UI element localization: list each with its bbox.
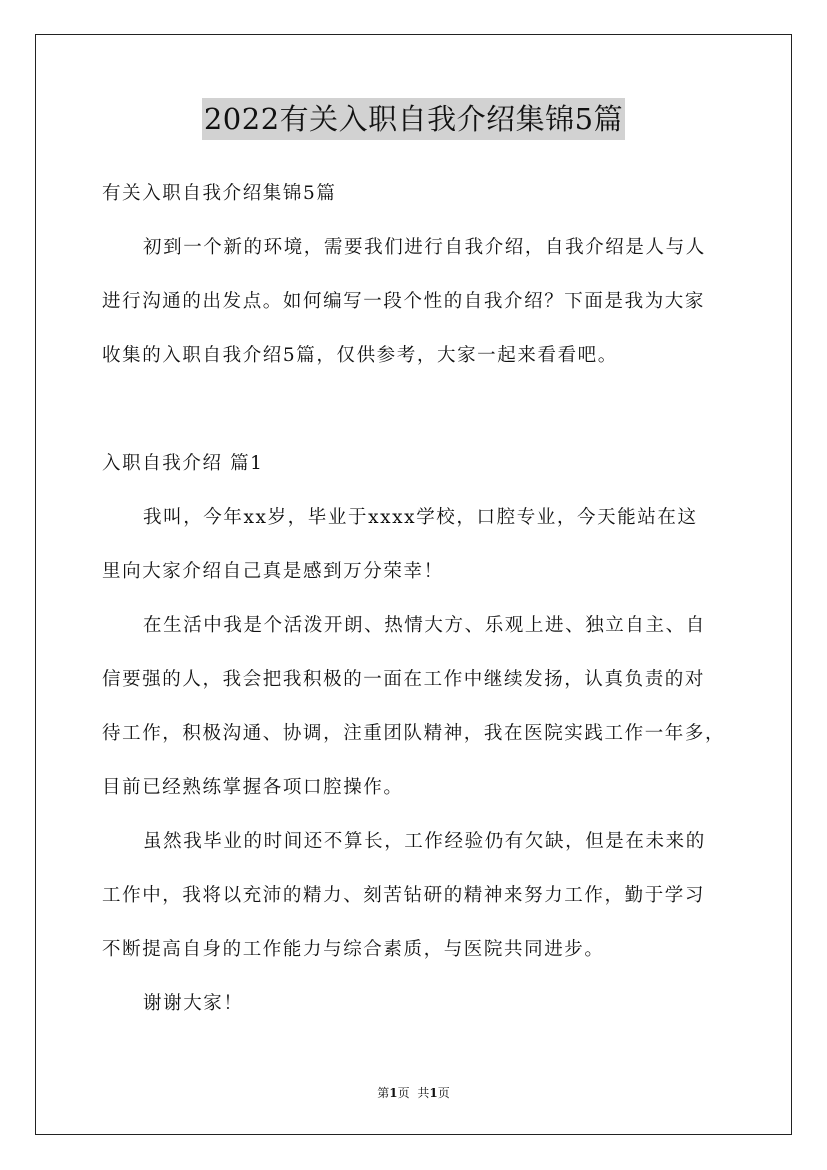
paragraph-line: 我叫，今年xx岁，毕业于xxxx学校，口腔专业，今天能站在这	[143, 507, 698, 528]
page-footer	[0, 1086, 827, 1100]
page-suffix: 页	[397, 1086, 410, 1100]
title-block	[0, 98, 827, 140]
closing-line: 谢谢大家！	[143, 993, 244, 1014]
page-number: 1	[389, 1086, 398, 1100]
paragraph-line: 里向大家介绍自己真是感到万分荣幸！	[102, 561, 444, 582]
intro-line: 收集的入职自我介绍5篇，仅供参考，大家一起来看看吧。	[102, 345, 618, 366]
paragraph-line: 目前已经熟练掌握各项口腔操作。	[102, 777, 404, 798]
paragraph-line: 待工作，积极沟通、协调，注重团队精神，我在医院实践工作一年多，	[102, 723, 726, 744]
document-subtitle: 有关入职自我介绍集锦5篇	[102, 183, 337, 204]
document-title: 2022有关入职自我介绍集锦5篇	[202, 98, 625, 140]
intro-line: 初到一个新的环境，需要我们进行自我介绍，自我介绍是人与人	[143, 237, 706, 258]
section-heading: 入职自我介绍 篇1	[102, 453, 264, 474]
document-body	[102, 177, 742, 1021]
paragraph-line: 信要强的人，我会把我积极的一面在工作中继续发扬，认真负责的对	[102, 669, 706, 690]
total-prefix: 共	[417, 1086, 430, 1100]
total-pages: 1	[429, 1086, 438, 1100]
total-suffix: 页	[437, 1086, 450, 1100]
intro-line: 进行沟通的出发点。如何编写一段个性的自我介绍？下面是我为大家	[102, 291, 706, 312]
paragraph-line: 在生活中我是个活泼开朗、热情大方、乐观上进、独立自主、自	[143, 615, 706, 636]
paragraph-line: 工作中，我将以充沛的精力、刻苦钻研的精神来努力工作，勤于学习	[102, 885, 706, 906]
paragraph-line: 虽然我毕业的时间还不算长，工作经验仍有欠缺，但是在未来的	[143, 831, 706, 852]
paragraph-line: 不断提高自身的工作能力与综合素质，与医院共同进步。	[102, 939, 605, 960]
page-prefix: 第	[377, 1086, 390, 1100]
